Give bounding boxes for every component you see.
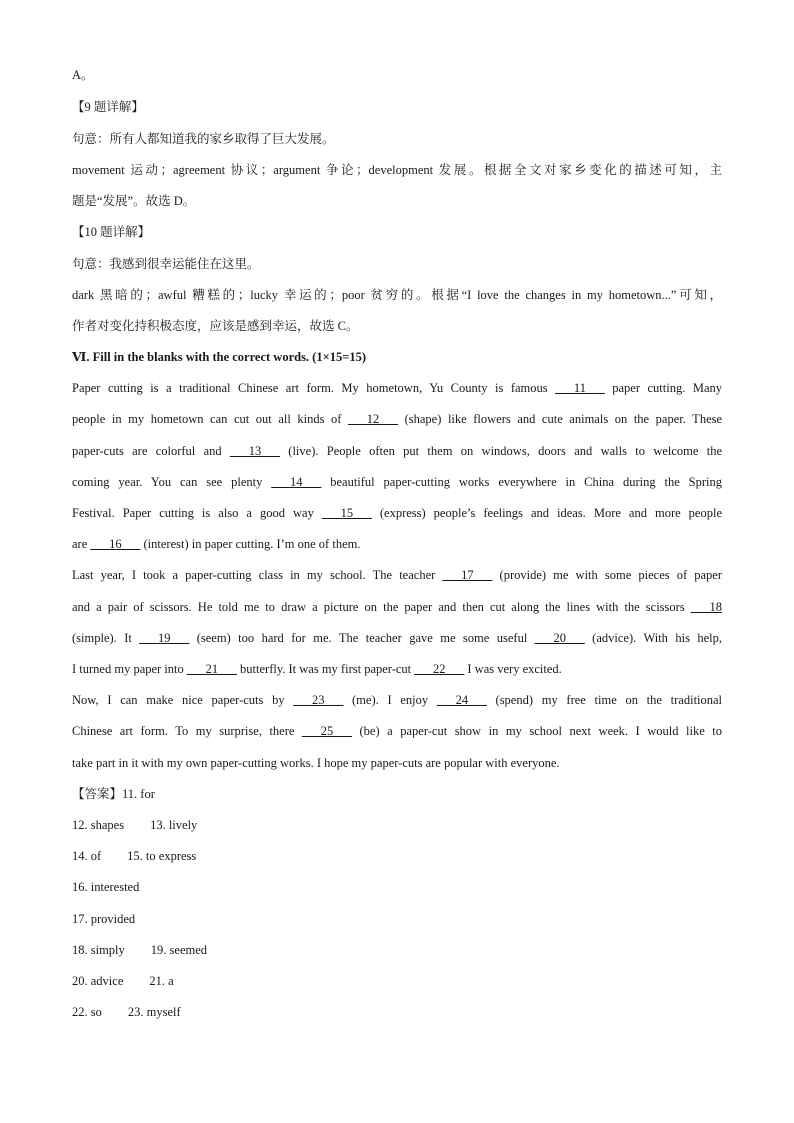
q9-heading: 【9 题详解】 (72, 100, 144, 114)
text: (me). I enjoy (352, 693, 429, 707)
text: coming year. You can see plenty (72, 475, 263, 489)
answer-13: 13. lively (150, 818, 198, 832)
q10-heading: 【10 题详解】 (72, 225, 151, 239)
q10-explanation-line-2: 作者对变化持积极态度，应该是感到幸运，故选 C。 (72, 319, 359, 333)
text: (shape) like flowers and cute animals on the paper. These (404, 412, 722, 426)
answer-row (72, 1004, 722, 1020)
text: I turned my paper into (72, 662, 184, 676)
passage-line-7 (72, 567, 722, 583)
blank-23: ___23___ (293, 693, 344, 707)
answer-23: 23. myself (127, 1005, 181, 1019)
q9-meaning: 句意：所有人都知道我的家乡取得了巨大发展。 (72, 132, 335, 146)
answer-row (72, 911, 722, 927)
answer-row (72, 942, 722, 958)
passage-line-8 (72, 599, 722, 615)
text: butterfly. It was my first paper-cut (240, 662, 412, 676)
answer-12: 12. shapes (72, 818, 125, 832)
blank-13: ___13___ (229, 444, 280, 458)
text: (be) a paper-cut show in my school next week. I would like to (359, 724, 722, 738)
blank-12: ___12___ (348, 412, 399, 426)
answer-label: 【答案】 (72, 787, 123, 801)
text: beautiful paper-cutting works everywhere in China during the Spring (330, 475, 722, 489)
answer-row (72, 848, 722, 864)
answer-row (72, 817, 722, 833)
passage-line-4 (72, 474, 722, 490)
text: Festival. Paper cutting is also a good way (72, 506, 314, 520)
answer-22: 22. so (72, 1005, 102, 1019)
blank-22: ___22___ (414, 662, 465, 676)
answer-21: 21. a (149, 974, 174, 988)
text: Now, I can make nice paper-cuts by (72, 693, 285, 707)
text: people in my hometown can cut out all kinds of (72, 412, 342, 426)
passage-line-10 (72, 661, 722, 677)
q9-explanation-line-2: 题是“发展”。故选 D。 (72, 194, 196, 208)
blank-24: ___24___ (436, 693, 487, 707)
blank-16: ___16___ (90, 537, 141, 551)
answer-11: 11. for (122, 787, 155, 801)
q9-explanation-line-1: movement 运动；agreement 协议；argument 争论；development 发展。根据全文对家乡变化的描述可知，主 (72, 163, 722, 177)
passage-line-3 (72, 443, 722, 459)
q10-meaning: 句意：我感到很幸运能住在这里。 (72, 257, 260, 271)
text: Chinese art form. To my surprise, there (72, 724, 295, 738)
answer-14: 14. of (72, 849, 102, 863)
text: (interest) in paper cutting. I’m one of them. (143, 537, 361, 551)
answer-row (72, 879, 722, 895)
text: Last year, I took a paper-cutting class in my school. The teacher (72, 568, 436, 582)
passage-line-2 (72, 411, 722, 427)
passage-line-11 (72, 692, 722, 708)
blank-25: ___25___ (301, 724, 352, 738)
passage-line-6 (72, 536, 722, 552)
blank-11: ___11___ (555, 381, 605, 395)
text: (live). People often put them on windows, doors and walls to welcome the (288, 444, 722, 458)
blank-18: ___18 (690, 600, 722, 614)
text: (seem) too hard for me. The teacher gave me some useful (196, 631, 528, 645)
answer-line: A。 (72, 68, 94, 82)
answer-19: 19. seemed (150, 943, 208, 957)
passage-line-12 (72, 723, 722, 739)
blank-17: ___17___ (442, 568, 493, 582)
passage-line-9 (72, 630, 722, 646)
blank-14: ___14___ (271, 475, 322, 489)
text: (provide) me with some pieces of paper (499, 568, 722, 582)
passage-line-5 (72, 505, 722, 521)
text: (advice). With his help, (592, 631, 722, 645)
answer-18: 18. simply (72, 943, 125, 957)
q10-explanation-line-1: dark 黑暗的；awful 糟糕的；lucky 幸运的；poor 贫穷的。根据“I love the changes in my hometown...”可知， (72, 288, 722, 302)
answer-row (72, 973, 722, 989)
answer-20: 20. advice (72, 974, 124, 988)
text: I was very excited. (467, 662, 562, 676)
text: Paper cutting is a traditional Chinese art form. My hometown, Yu County is famous (72, 381, 548, 395)
blank-21: ___21___ (186, 662, 237, 676)
passage-line-13: take part in it with my own paper-cutting works. I hope my paper-cuts are popular with everyone. (72, 756, 560, 770)
blank-20: ___20___ (534, 631, 585, 645)
passage-line-1 (72, 380, 722, 396)
text: paper-cuts are colorful and (72, 444, 222, 458)
text: (spend) my free time on the traditional (495, 693, 722, 707)
text: (simple). It (72, 631, 132, 645)
answer-15: 15. to express (127, 849, 197, 863)
blank-19: ___19___ (139, 631, 190, 645)
text: (express) people’s feelings and ideas. More and more people (379, 506, 722, 520)
text: and a pair of scissors. He told me to draw a picture on the paper and then cut along the lines with the scissors (72, 600, 685, 614)
blank-15: ___15___ (321, 506, 372, 520)
section-title: Ⅵ. Fill in the blanks with the correct words. (1×15=15) (72, 350, 367, 364)
text: paper cutting. Many (612, 381, 722, 395)
answer-16: 16. interested (72, 880, 140, 894)
answer-row (72, 786, 722, 802)
text: are (72, 537, 88, 551)
answer-17: 17. provided (72, 912, 136, 926)
